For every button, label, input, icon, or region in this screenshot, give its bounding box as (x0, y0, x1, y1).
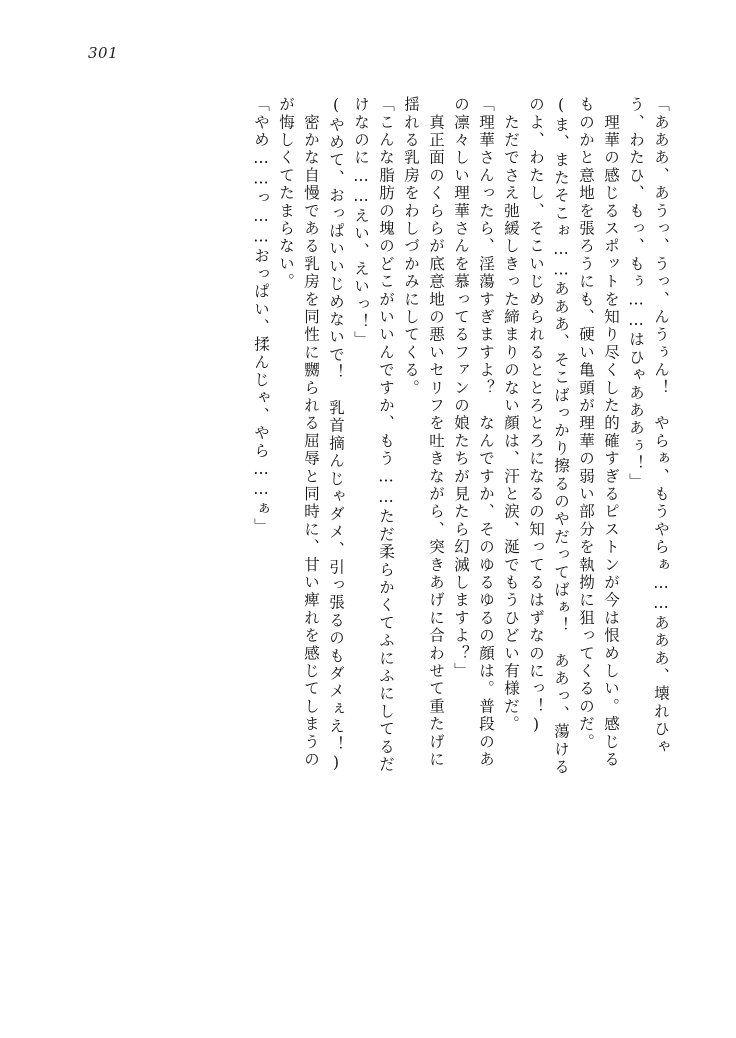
novel-body-text (68, 96, 670, 777)
text-line: 理華の感じるスポットを知り尽くした的確すぎるピストンが今は恨めしい。感じる (602, 96, 620, 769)
text-line: 「やめ……っ……おっぱい、揉んじゃ、やら……ぁ」 (252, 96, 270, 536)
text-line: ただでさえ弛緩しきった締まりのない顔は、汗と涙、涎でもうひどい有様だ。 (502, 96, 520, 734)
text-line: ものかと意地を張ろうにも、硬い亀頭が理華の弱い部分を執拗に狙ってくるのだ。 (577, 96, 595, 751)
text-line: のよ、わたし、そこいじめられるととろとろになるの知ってるはずなのにっ！) (527, 96, 545, 736)
text-line: 真正面のくららが底意地の悪いセリフを吐きながら、突きあげに合わせて重たげに (427, 96, 445, 769)
text-line: 揺れる乳房をわしづかみにしてくる。 (402, 96, 420, 397)
page-number: 301 (88, 44, 119, 62)
text-line: う、わたひ、もっ、もぅ……はひゃあああぅ！」 (627, 96, 645, 491)
text-line: の凛々しい理華さんを慕ってるファンの娘たちが見たら幻滅しますよ？」 (452, 96, 470, 681)
text-line: 「こんな脂肪の塊のどこがいいんですか、もう……ただ柔らかくてふにふにしてるだ (377, 96, 395, 774)
text-line: 「理華さんったら、淫蕩すぎますよ？ なんですか、そのゆるゆるの顔は。普段のあ (477, 96, 495, 769)
text-line: 「あああ、あうっ、うっ、んうぅん！ やらぁ、もうやらぁ……あああ、壊れひゃ (652, 96, 670, 756)
text-line: (やめて、おっぱいいじめないで！ 乳首摘んじゃダメ、引っ張るのもダメぇえ！) (327, 96, 345, 774)
text-line: けなのに……えい、えいっ！」 (352, 96, 370, 349)
text-line: 密かな自慢である乳房を同性に嬲られる屈辱と同時に、甘い痺れを感じてしまうの (302, 96, 320, 769)
text-line: (ま、またそこぉ……あああ、そこばっかり擦るのやだってばぁ！ ああっ、蕩ける (552, 96, 570, 777)
text-line: が悔しくてたまらない。 (277, 96, 295, 291)
